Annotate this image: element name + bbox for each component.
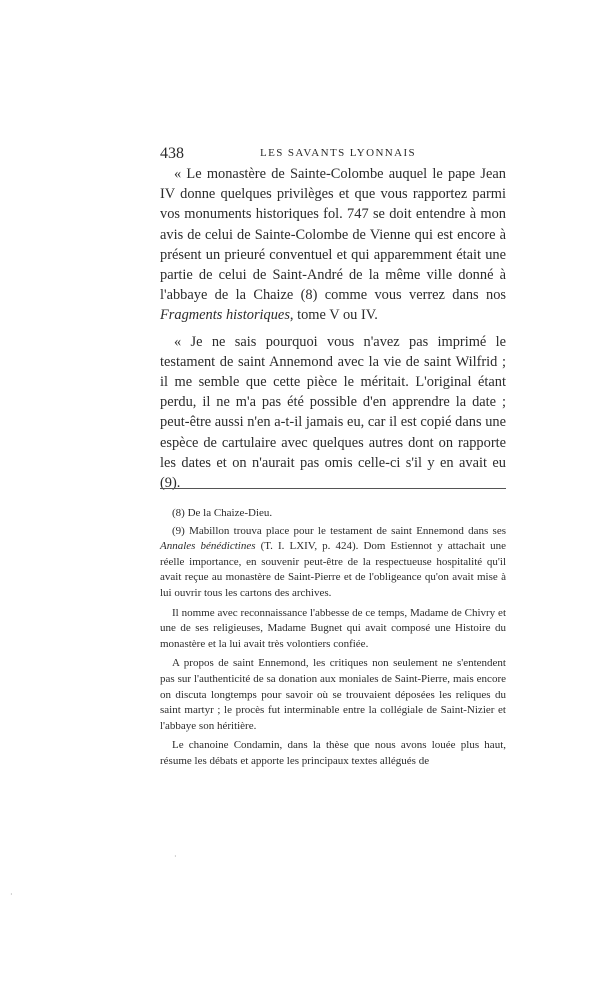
footnotes — [160, 506, 506, 774]
main-text — [160, 164, 506, 493]
footnote-9-paragraph-3: A propos de saint Ennemond, les critiques non seulement ne s'entendent pas sur l'authenticité de sa donation aux moniales de Saint-Pierre, mais encore on discuta longtemps pour savoir où se trouvaient déposées les reliques du saint martyr ; le procès fut interminable entre la collégiale de Saint-Nizier et l'abbaye son héritière. — [160, 657, 506, 732]
running-title: LES SAVANTS LYONNAIS — [260, 147, 417, 159]
footnote-9-paragraph-4: Le chanoine Condamin, dans la thèse que nous avons louée plus haut, résume les débats et apporte les principaux textes allégués de — [160, 739, 506, 767]
scan-speck: · — [174, 852, 177, 861]
italic-title: Annales bénédictines — [160, 540, 256, 553]
paragraph-monastery — [160, 164, 506, 326]
footnote-8: (8) De la Chaize-Dieu. — [172, 507, 273, 519]
paragraph-text: , tome V ou IV. — [289, 307, 378, 324]
footnote-text: (T. I. LXIV, p. 424). Dom Estiennot y attachait une réelle importance, en souvenir peut-être de la respectueuse hospitalité qu'il avait reçue au monastère de Saint-Pierre et de l'obligeance qu'on avait mise à lui ouvrir tous les cartons des archives. — [160, 540, 506, 599]
paragraph-text: « Le monastère de Sainte-Colombe auquel le pape Jean IV donne quelques privilèges et que vous rapportez parmi vos monuments historiques fol. 747 se doit entendre à mon avis de celui de Sainte-Colombe de Vienne qui est encore à présent un prieuré conventuel et qui apparemment était une partie de celui de Saint-André de la même ville donné à l'abbaye de la Chaize (8) comme vous verrez dans nos — [160, 166, 506, 304]
paragraph-testament: « Je ne sais pourquoi vous n'avez pas imprimé le testament de saint Annemond avec la vie de saint Wilfrid ; il me semble que cette pièce le méritait. L'original étant perdu, il ne m'a pas été possible d'en apprendre la date ; peut-être aussi n'en a-t-il jamais eu, car il est copié dans une espèce de cartulaire avec quelques autres dont on rapporte les dates et on n'aurait pas omis celle-ci s'il y en avait eu (9). — [160, 333, 506, 492]
footnote-text: (9) Mabillon trouva place pour le testament de saint Ennemond dans ses — [172, 524, 506, 537]
footnote-rule — [160, 488, 506, 489]
scan-speck: · — [10, 890, 13, 899]
footnote-9-paragraph-2: Il nomme avec reconnaissance l'abbesse de ce temps, Madame de Chivry et une de ses religieuses, Madame Bugnet qui avait composé une Histoire du monastère et la lui avait très volontiers confiée. — [160, 606, 506, 650]
page-number: 438 — [160, 145, 184, 162]
italic-title: Fragments historiques — [160, 307, 290, 324]
footnote-9 — [160, 524, 506, 602]
page-header — [160, 145, 506, 165]
